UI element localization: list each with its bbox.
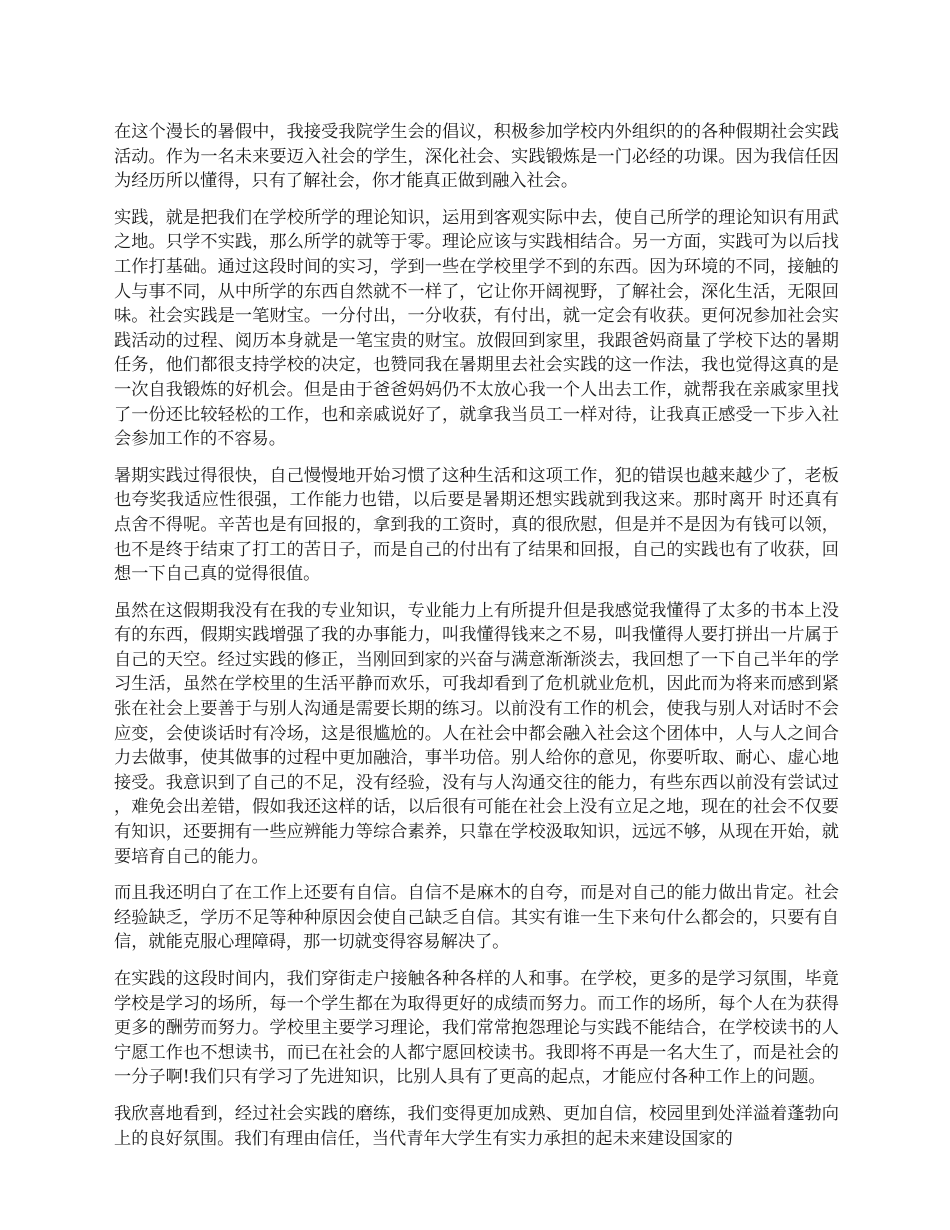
paragraph-2: 实践，就是把我们在学校所学的理论知识，运用到客观实际中去，使自己所学的理论知识有用武之地。只学不实践，那么所学的就等于零。理论应该与实践相结合。另一方面，实践可为以后找工作打基础。通过这段时间的实习，学到一些在学校里学不到的东西。因为环境的不同，接触的人与事不同，从中所学的东西自然就不一样了，它让你开阔视野，了解社会，深化生活，无限回味。社会实践是一笔财宝。一分付出，一分收获，有付出，就一定会有收获。更何况参加社会实践活动的过程、阅历本身就是一笔宝贵的财宝。放假回到家里，我跟爸妈商量了学校下达的暑期任务，他们都很支持学校的决定，也赞同我在暑期里去社会实践的这一作法，我也觉得这真的是一次自我锻炼的好机会。但是由于爸爸妈妈仍不太放心我一个人出去工作，就帮我在亲戚家里找了一份还比较轻松的工作，也和亲戚说好了，就拿我当员工一样对待，让我真正感受一下步入社会参加工作的不容易。 <box>114 207 839 450</box>
paragraph-3: 暑期实践过得很快，自己慢慢地开始习惯了这种生活和这项工作，犯的错误也越来越少了，老板也夸奖我适应性很强，工作能力也错，以后要是暑期还想实践就到我这来。那时离开 时还真有点舍不得呢。辛苦也是有回报的，拿到我的工资时，真的很欣慰，但是并不是因为有钱可以领，也不是终于结束了打工的苦日子，而是自己的付出有了结果和回报，自己的实践也有了收获，回想一下自己真的觉得很值。 <box>114 465 839 585</box>
paragraph-6: 在实践的这段时间内，我们穿街走户接触各种各样的人和事。在学校，更多的是学习氛围，毕竟学校是学习的场所，每一个学生都在为取得更好的成绩而努力。而工作的场所，每个人在为获得更多的酬劳而努力。学校里主要学习理论，我们常常抱怨理论与实践不能结合，在学校读书的人宁愿工作也不想读书，而已在社会的人都宁愿回校读书。我即将不再是一名大生了，而是社会的一分子啊!我们只有学习了先进知识，比别人具有了更高的起点，才能应付各种工作上的问题。 <box>114 969 839 1088</box>
document-page <box>114 120 839 1163</box>
paragraph-7: 我欣喜地看到，经过社会实践的磨练，我们变得更加成熟、更加自信，校园里到处洋溢着蓬勃向上的良好氛围。我们有理由信任，当代青年大学生有实力承担的起未来建设国家的 <box>114 1103 839 1149</box>
paragraph-1: 在这个漫长的暑假中，我接受我院学生会的倡议，积极参加学校内外组织的的各种假期社会实践活动。作为一名未来要迈入社会的学生，深化社会、实践锻炼是一门必经的功课。因为我信任因为经历所以懂得，只有了解社会，你才能真正做到融入社会。 <box>114 122 839 192</box>
paragraph-5: 而且我还明白了在工作上还要有自信。自信不是麻木的自夸，而是对自己的能力做出肯定。社会经验缺乏，学历不足等种种原因会使自己缺乏自信。其实有谁一生下来句什么都会的，只要有自信，就能克服心理障碍，那一切就变得容易解决了。 <box>114 883 839 953</box>
paragraph-4: 虽然在这假期我没有在我的专业知识，专业能力上有所提升但是我感觉我懂得了太多的书本上没有的东西，假期实践增强了我的办事能力，叫我懂得钱来之不易，叫我懂得人要打拼出一片属于自己的天空。经过实践的修正，当刚回到家的兴奋与满意渐渐淡去，我回想了一下自己半年的学习生活，虽然在学校里的生活平静而欢乐，可我却看到了危机就业危机，因此而为将来而感到紧张在社会上要善于与别人沟通是需要长期的练习。以前没有工作的机会，使我与别人对话时不会应变，会使谈话时有冷场，这是很尴尬的。人在社会中都会融入社会这个团体中，人与人之间合力去做事，使其做事的过程中更加融洽，事半功倍。别人给你的意见，你要听取、耐心、虚心地接受。我意识到了自己的不足，没有经验，没有与人沟通交往的能力，有些东西以前没有尝试过，难免会出差错，假如我还这样的话，以后很有可能在社会上没有立足之地，现在的社会不仅要有知识，还要拥有一些应辨能力等综合素养，只靠在学校汲取知识，远远不够，从现在开始，就要培育自己的能力。 <box>114 600 839 867</box>
